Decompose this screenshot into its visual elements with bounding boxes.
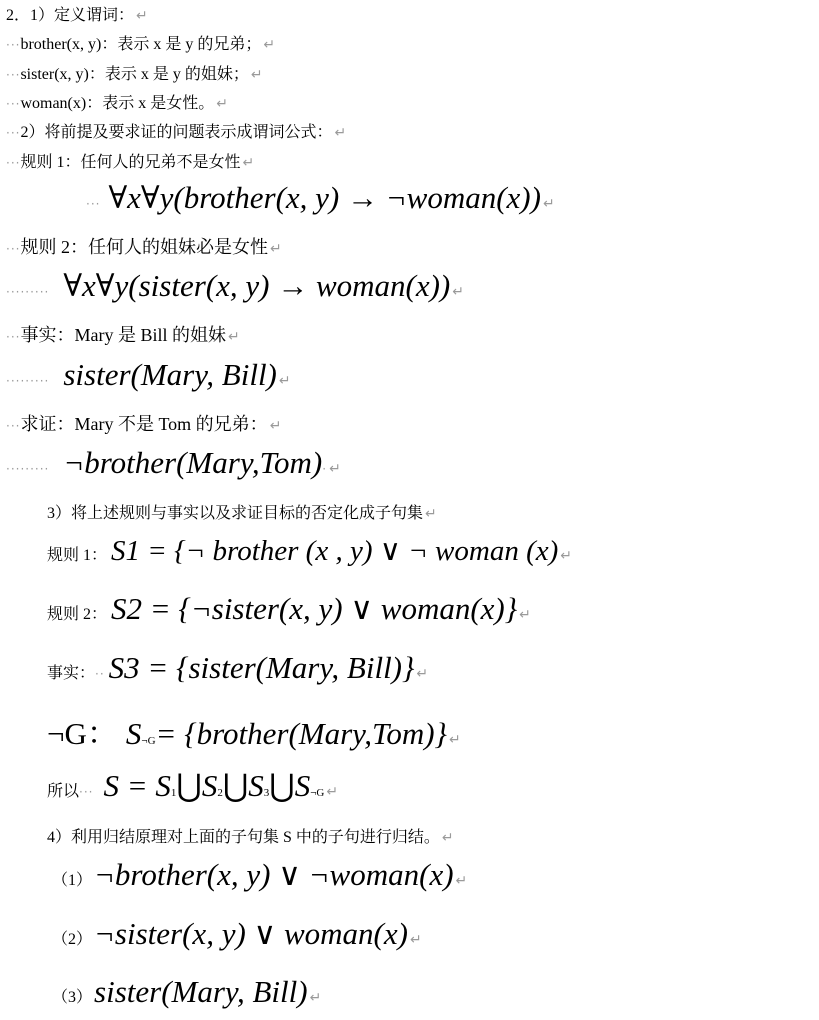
neg-goal-subscript: ¬G: [141, 735, 156, 747]
union-operator: ⋃: [269, 768, 295, 803]
paragraph-mark-icon: ↵: [242, 155, 255, 171]
indent-dots: ···: [6, 126, 21, 140]
paragraph-mark-icon: ↵: [409, 932, 422, 948]
paragraph-mark-icon: ↵: [452, 284, 464, 300]
indent-dots: ···: [86, 197, 101, 211]
paragraph-mark-icon: ↵: [216, 96, 228, 112]
union-term-3: S: [248, 768, 264, 803]
indent-dots: ···: [6, 242, 21, 256]
union-operator: ⋃: [222, 768, 249, 803]
goal-label: 求证：Mary 不是 Tom 的兄弟：: [20, 414, 268, 434]
indent-dots: ·········: [6, 374, 50, 388]
rule1-formula-line: [86, 180, 555, 216]
indent-dots: ···: [6, 68, 21, 82]
indent-dots: ···: [6, 97, 21, 111]
neg-goal-prefix: ¬G：: [47, 716, 118, 751]
clause-formula: ¬sister(x, y) ∨ woman(x): [94, 916, 408, 951]
indent-dots: ···: [6, 156, 21, 170]
indent-dots: ···: [6, 330, 21, 344]
paragraph-mark-icon: ↵: [227, 329, 240, 345]
union-sub-1: 1: [170, 787, 177, 799]
paragraph-mark-icon: ↵: [519, 607, 531, 623]
indent-dots: ···: [6, 419, 21, 433]
union-sub-4: ¬G: [310, 787, 325, 799]
indent-dots: ···: [6, 38, 21, 52]
section3-heading: 3）将上述规则与事实以及求证目标的否定化成子句集: [47, 505, 424, 522]
section3-heading-line: [47, 500, 437, 523]
clause-number: （1）: [52, 872, 93, 889]
s3-formula: S3 = {sister(Mary, Bill)}: [108, 650, 415, 685]
fact-formula-line: [6, 357, 291, 393]
indent-dots: ··: [95, 667, 105, 681]
goal-formula-line: [6, 445, 341, 481]
s2-formula: S2 = {¬sister(x, y) ∨ woman(x)}: [111, 591, 518, 626]
pred-sister: sister(x, y)：表示 x 是 y 的姐妹；: [20, 66, 249, 83]
paragraph-mark-icon: ↵: [425, 506, 437, 522]
paragraph-mark-icon: ↵: [269, 241, 282, 257]
paragraph-mark-icon: ↵: [441, 830, 454, 846]
indent-dots: ·········: [6, 285, 50, 299]
pred-brother: brother(x, y)：表示 x 是 y 的兄弟；: [20, 36, 262, 53]
paragraph-mark-icon: ↵: [542, 196, 555, 212]
paragraph-mark-icon: ↵: [309, 990, 322, 1006]
rule2-formula-line: [6, 268, 464, 304]
rule2-label: 规则 2：任何人的姐妹必是女性: [20, 237, 268, 257]
paragraph-mark-icon: ↵: [560, 548, 572, 564]
paragraph-mark-icon: ↵: [334, 125, 347, 141]
union-sub-3: 3: [263, 787, 270, 799]
step2-heading: 2）将前提及要求证的问题表示成谓词公式：: [20, 124, 333, 141]
s1-label: 规则 1：: [47, 547, 108, 564]
rule1-formula: ∀x∀y(brother(x, y) → ¬woman(x)): [108, 180, 541, 215]
section2-heading-line: [6, 2, 148, 25]
step2-line: [6, 119, 346, 142]
rule2-formula: ∀x∀y(sister(x, y) → woman(x)): [63, 268, 451, 303]
s3-label: 事实：: [47, 665, 96, 682]
rule1-label-line: [6, 149, 254, 172]
pred-woman-line: [6, 90, 228, 113]
clause-item: [52, 857, 467, 893]
neg-goal-set-name: S: [125, 716, 142, 751]
union-lhs: S = S: [103, 768, 171, 803]
union-operator: ⋃: [176, 768, 202, 803]
pred-sister-line: [6, 61, 263, 84]
clause-formula: sister(Mary, Bill): [94, 974, 308, 1009]
clause-formula: ¬brother(x, y) ∨ ¬woman(x): [94, 857, 454, 892]
pred-brother-line: [6, 31, 275, 54]
section4-heading-line: [47, 824, 454, 847]
union-term-4: S: [294, 768, 311, 803]
paragraph-mark-icon: ↵: [448, 732, 461, 748]
s2-label: 规则 2：: [47, 606, 108, 623]
paragraph-mark-icon: ↵: [263, 37, 276, 53]
clause-number: （2）: [52, 931, 93, 948]
fact-label-line: [6, 321, 240, 347]
section4-heading: 4）利用归结原理对上面的子句集 S 中的子句进行归结。: [47, 829, 440, 846]
paragraph-mark-icon: ↵: [136, 8, 148, 24]
indent-dots: ···: [79, 785, 94, 799]
union-term-2: S: [201, 768, 218, 803]
goal-formula: ¬brother(Mary,Tom): [63, 445, 323, 480]
union-sub-2: 2: [217, 787, 223, 799]
section2-heading: 2．1）定义谓词：: [6, 7, 135, 24]
neg-goal-line: [47, 708, 461, 753]
s1-formula: S1 = {¬ brother (x , y) ∨ ¬ woman (x): [111, 535, 559, 567]
paragraph-mark-icon: ↵: [278, 373, 291, 389]
trailing-dot: ·: [322, 462, 328, 476]
paragraph-mark-icon: ↵: [416, 666, 429, 682]
s3-line: [47, 650, 428, 686]
paragraph-mark-icon: ↵: [250, 67, 263, 83]
goal-label-line: [6, 410, 281, 436]
neg-goal-formula: = {brother(Mary,Tom)}: [155, 716, 447, 751]
fact-formula: sister(Mary, Bill): [63, 357, 277, 392]
fact-label: 事实：Mary 是 Bill 的姐妹: [20, 325, 226, 345]
clause-number: （3）: [52, 989, 93, 1006]
paragraph-mark-icon: ↵: [326, 784, 339, 800]
rule1-label: 规则 1：任何人的兄弟不是女性: [20, 154, 241, 171]
paragraph-mark-icon: ↵: [329, 461, 341, 477]
clause-item: [52, 916, 422, 952]
indent-dots: ·········: [6, 462, 50, 476]
paragraph-mark-icon: ↵: [455, 873, 468, 889]
clause-item: [52, 974, 321, 1010]
so-label: 所以: [47, 783, 80, 800]
s2-line: [47, 591, 531, 627]
paragraph-mark-icon: ↵: [269, 418, 282, 434]
pred-woman: woman(x)：表示 x 是女性。: [20, 95, 215, 112]
union-line: [47, 768, 338, 804]
rule2-label-line: [6, 233, 282, 259]
s1-line: [47, 533, 572, 568]
